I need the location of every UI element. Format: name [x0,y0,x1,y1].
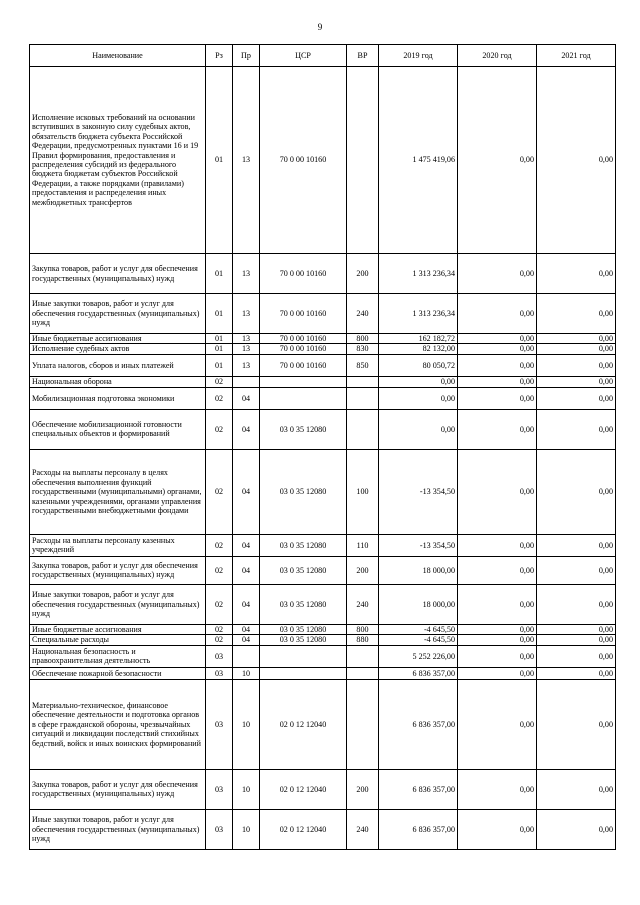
cell-vr: 100 [347,449,379,534]
cell-2021: 0,00 [537,294,616,334]
cell-csr: 03 0 35 12080 [260,534,347,556]
cell-rz: 02 [206,584,233,624]
cell-rz: 01 [206,344,233,354]
cell-2019: 0,00 [379,409,458,449]
cell-pr: 04 [233,635,260,645]
cell-name: Закупка товаров, работ и услуг для обеспечения государственных (муниципальных) нужд [30,556,206,584]
cell-2019: 1 313 236,34 [379,254,458,294]
header-vr: ВР [347,45,379,67]
cell-2019: -13 354,50 [379,449,458,534]
cell-name: Расходы на выплаты персоналу казенных учреждений [30,534,206,556]
cell-csr: 02 0 12 12040 [260,809,347,849]
cell-vr [347,679,379,769]
cell-csr: 03 0 35 12080 [260,584,347,624]
cell-pr: 13 [233,67,260,254]
cell-pr: 13 [233,344,260,354]
cell-csr: 03 0 35 12080 [260,449,347,534]
table-row [30,769,616,809]
cell-2020: 0,00 [458,635,537,645]
cell-2021: 0,00 [537,645,616,667]
table-row [30,635,616,645]
cell-2021: 0,00 [537,449,616,534]
cell-2021: 0,00 [537,667,616,679]
header-2019: 2019 год [379,45,458,67]
cell-csr: 02 0 12 12040 [260,679,347,769]
cell-rz: 01 [206,294,233,334]
cell-pr [233,376,260,387]
cell-vr: 200 [347,254,379,294]
cell-2020: 0,00 [458,294,537,334]
budget-table [29,44,616,850]
cell-2021: 0,00 [537,635,616,645]
cell-2019: 6 836 357,00 [379,667,458,679]
cell-2019: 162 182,72 [379,334,458,344]
cell-name: Исполнение исковых требований на основании вступивших в законную силу судебных актов, обязательств бюджета субъекта Российской Федерации, предусмотренных пунктами 16 и 19 Правил формирования, предоставления и распределения субсидий из федерального бюджета бюджетам субъектов Российской Федерации, а также порядками (правилами) предоставления и распределения иных межбюджетных трансфертов [30,67,206,254]
cell-rz: 02 [206,624,233,634]
cell-2019: -13 354,50 [379,534,458,556]
cell-rz: 01 [206,334,233,344]
cell-name: Исполнение судебных актов [30,344,206,354]
cell-2020: 0,00 [458,809,537,849]
cell-2020: 0,00 [458,769,537,809]
cell-csr: 70 0 00 10160 [260,344,347,354]
cell-pr: 04 [233,534,260,556]
cell-2021: 0,00 [537,809,616,849]
cell-2020: 0,00 [458,67,537,254]
table-row [30,344,616,354]
cell-csr: 70 0 00 10160 [260,254,347,294]
cell-vr: 850 [347,354,379,376]
cell-2021: 0,00 [537,679,616,769]
cell-vr [347,376,379,387]
cell-2019: 5 252 226,00 [379,645,458,667]
cell-rz: 03 [206,679,233,769]
table-row [30,409,616,449]
cell-2020: 0,00 [458,334,537,344]
cell-pr: 10 [233,667,260,679]
cell-2021: 0,00 [537,409,616,449]
table-header [30,45,616,67]
cell-csr: 03 0 35 12080 [260,624,347,634]
cell-rz: 02 [206,387,233,409]
table-row [30,556,616,584]
cell-name: Иные закупки товаров, работ и услуг для обеспечения государственных (муниципальных) нужд [30,294,206,334]
cell-2020: 0,00 [458,534,537,556]
cell-pr: 13 [233,254,260,294]
header-csr: ЦСР [260,45,347,67]
cell-2019: 80 050,72 [379,354,458,376]
cell-2020: 0,00 [458,409,537,449]
table-row [30,624,616,634]
cell-csr [260,376,347,387]
table-row [30,809,616,849]
cell-2019: 1 475 419,06 [379,67,458,254]
cell-2021: 0,00 [537,556,616,584]
cell-name: Обеспечение пожарной безопасности [30,667,206,679]
cell-2020: 0,00 [458,679,537,769]
cell-name: Иные бюджетные ассигнования [30,624,206,634]
cell-vr: 800 [347,624,379,634]
table-row [30,67,616,254]
cell-name: Мобилизационная подготовка экономики [30,387,206,409]
table-body [30,67,616,850]
cell-pr: 10 [233,769,260,809]
cell-2021: 0,00 [537,354,616,376]
cell-rz: 02 [206,409,233,449]
cell-csr: 03 0 35 12080 [260,409,347,449]
cell-pr: 04 [233,584,260,624]
cell-2019: 0,00 [379,387,458,409]
cell-vr: 200 [347,769,379,809]
cell-2021: 0,00 [537,769,616,809]
table-row [30,294,616,334]
cell-2019: 82 132,00 [379,344,458,354]
cell-csr [260,387,347,409]
cell-vr: 240 [347,294,379,334]
cell-name: Иные закупки товаров, работ и услуг для обеспечения государственных (муниципальных) нужд [30,584,206,624]
page-number: 9 [317,22,323,32]
cell-pr: 04 [233,409,260,449]
cell-rz: 01 [206,254,233,294]
cell-2020: 0,00 [458,344,537,354]
cell-csr: 03 0 35 12080 [260,635,347,645]
header-2021: 2021 год [537,45,616,67]
header-row [30,45,616,67]
cell-name: Закупка товаров, работ и услуг для обеспечения государственных (муниципальных) нужд [30,254,206,294]
cell-pr: 10 [233,809,260,849]
cell-vr [347,645,379,667]
cell-csr: 02 0 12 12040 [260,769,347,809]
header-name: Наименование [30,45,206,67]
cell-csr [260,645,347,667]
cell-csr [260,667,347,679]
cell-vr: 200 [347,556,379,584]
cell-name: Обеспечение мобилизационной готовности специальных объектов и формирований [30,409,206,449]
cell-vr [347,387,379,409]
cell-name: Национальная оборона [30,376,206,387]
cell-2019: 6 836 357,00 [379,769,458,809]
cell-csr: 70 0 00 10160 [260,67,347,254]
cell-2021: 0,00 [537,344,616,354]
cell-2021: 0,00 [537,254,616,294]
cell-rz: 02 [206,449,233,534]
cell-name: Иные закупки товаров, работ и услуг для обеспечения государственных (муниципальных) нужд [30,809,206,849]
cell-2021: 0,00 [537,376,616,387]
cell-rz: 02 [206,376,233,387]
cell-2021: 0,00 [537,334,616,344]
cell-2020: 0,00 [458,667,537,679]
cell-pr [233,645,260,667]
cell-vr [347,667,379,679]
cell-2021: 0,00 [537,387,616,409]
cell-vr [347,67,379,254]
cell-pr: 04 [233,449,260,534]
cell-pr: 04 [233,624,260,634]
cell-name: Закупка товаров, работ и услуг для обеспечения государственных (муниципальных) нужд [30,769,206,809]
cell-2021: 0,00 [537,584,616,624]
cell-pr: 10 [233,679,260,769]
table-row [30,645,616,667]
table-row [30,534,616,556]
cell-2020: 0,00 [458,556,537,584]
cell-pr: 13 [233,294,260,334]
cell-2020: 0,00 [458,354,537,376]
cell-csr: 03 0 35 12080 [260,556,347,584]
cell-2019: 18 000,00 [379,556,458,584]
cell-2020: 0,00 [458,376,537,387]
cell-2019: -4 645,50 [379,624,458,634]
cell-2021: 0,00 [537,67,616,254]
cell-pr: 13 [233,334,260,344]
table-row [30,334,616,344]
table-row [30,449,616,534]
cell-2020: 0,00 [458,584,537,624]
cell-vr: 110 [347,534,379,556]
table-row [30,679,616,769]
cell-name: Уплата налогов, сборов и иных платежей [30,354,206,376]
cell-csr: 70 0 00 10160 [260,294,347,334]
cell-name: Иные бюджетные ассигнования [30,334,206,344]
table-row [30,376,616,387]
cell-name: Национальная безопасность и правоохранительная деятельность [30,645,206,667]
cell-2019: 1 313 236,34 [379,294,458,334]
cell-vr: 800 [347,334,379,344]
cell-name: Специальные расходы [30,635,206,645]
cell-rz: 03 [206,667,233,679]
cell-name: Расходы на выплаты персоналу в целях обеспечения выполнения функций государственными (муниципальными) органами, казенными учреждениями, органами управления государственными внебюджетными фондами [30,449,206,534]
header-pr: Пр [233,45,260,67]
cell-csr: 70 0 00 10160 [260,334,347,344]
cell-2020: 0,00 [458,624,537,634]
cell-vr: 240 [347,809,379,849]
cell-2021: 0,00 [537,624,616,634]
table-row [30,387,616,409]
cell-vr [347,409,379,449]
cell-rz: 01 [206,354,233,376]
cell-rz: 02 [206,635,233,645]
cell-2020: 0,00 [458,254,537,294]
cell-2019: 0,00 [379,376,458,387]
cell-2019: 18 000,00 [379,584,458,624]
cell-name: Материально-техническое, финансовое обеспечение деятельности и подготовка органов в сфере гражданской обороны, чрезвычайных ситуаций и ликвидации последствий стихийных бедствий, войск и иных воинских формирований [30,679,206,769]
table-row [30,584,616,624]
table-row [30,254,616,294]
cell-rz: 03 [206,645,233,667]
cell-rz: 03 [206,769,233,809]
cell-vr: 240 [347,584,379,624]
cell-rz: 02 [206,556,233,584]
cell-2020: 0,00 [458,387,537,409]
cell-pr: 13 [233,354,260,376]
cell-2020: 0,00 [458,645,537,667]
cell-rz: 02 [206,534,233,556]
header-rz: Рз [206,45,233,67]
cell-rz: 03 [206,809,233,849]
cell-2021: 0,00 [537,534,616,556]
cell-2019: 6 836 357,00 [379,679,458,769]
cell-2020: 0,00 [458,449,537,534]
table-row [30,667,616,679]
cell-csr: 70 0 00 10160 [260,354,347,376]
cell-pr: 04 [233,556,260,584]
cell-2019: 6 836 357,00 [379,809,458,849]
cell-rz: 01 [206,67,233,254]
table-row [30,354,616,376]
cell-pr: 04 [233,387,260,409]
cell-vr: 830 [347,344,379,354]
cell-vr: 880 [347,635,379,645]
header-2020: 2020 год [458,45,537,67]
cell-2019: -4 645,50 [379,635,458,645]
